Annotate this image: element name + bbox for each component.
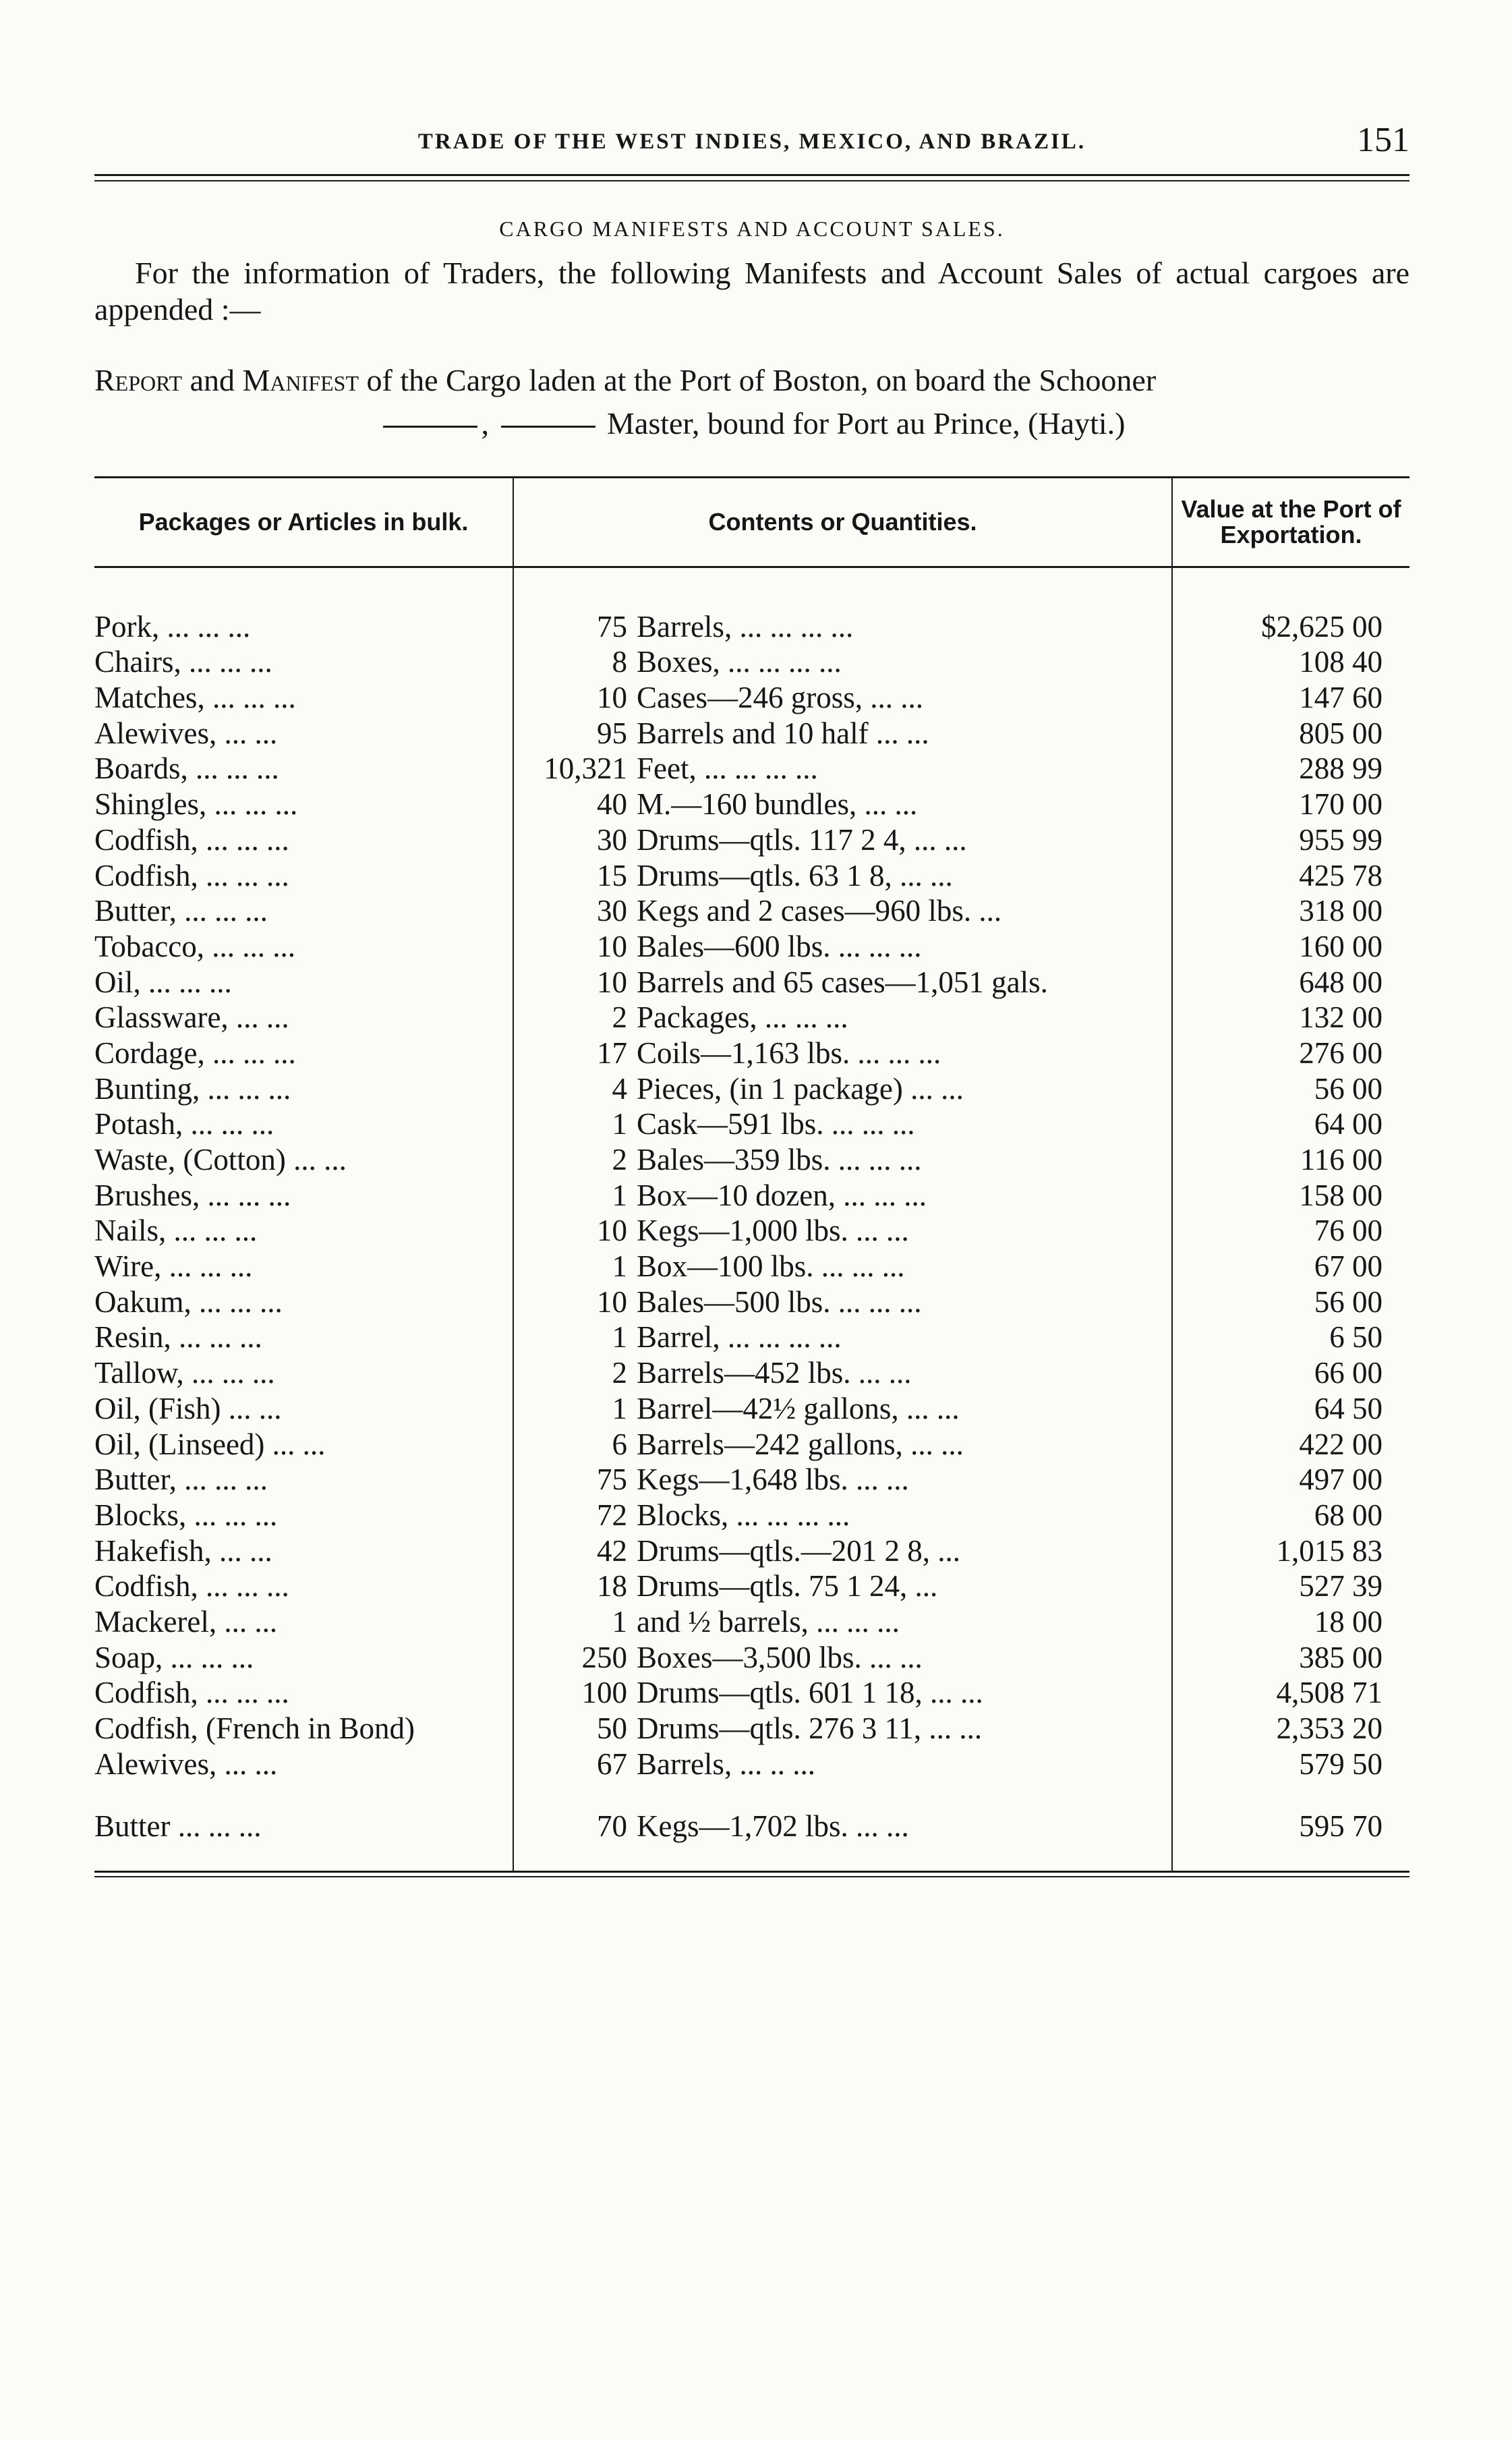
table-row bbox=[94, 822, 1409, 857]
contents-text: Drums—qtls.—201 2 8, ... bbox=[637, 1533, 961, 1568]
contents-text: Cask—591 lbs. ... ... ... bbox=[637, 1107, 915, 1141]
contents-cell bbox=[513, 1533, 1172, 1568]
contents-cell bbox=[513, 1177, 1172, 1213]
report-text-1: of the Cargo laden at the Port of Boston, on board the Schooner bbox=[359, 363, 1157, 397]
contents-text: Barrel, ... ... ... ... bbox=[637, 1320, 842, 1355]
article-cell: Potash, ... ... ... bbox=[94, 1106, 513, 1142]
article-cell: Codfish, (French in Bond) bbox=[94, 1710, 513, 1746]
table-row bbox=[94, 1071, 1409, 1106]
table-row bbox=[94, 679, 1409, 715]
contents-cell bbox=[513, 1462, 1172, 1498]
blank-dash-2 bbox=[501, 426, 595, 428]
quantity: 18 bbox=[597, 1569, 627, 1604]
section-heading: CARGO MANIFESTS AND ACCOUNT SALES. bbox=[499, 217, 1005, 241]
contents-cell bbox=[513, 1213, 1172, 1249]
contents-cell bbox=[513, 1106, 1172, 1142]
value-cell: 68 00 bbox=[1314, 1498, 1383, 1532]
article-cell: Tallow, ... ... ... bbox=[94, 1355, 513, 1390]
quantity: 72 bbox=[597, 1498, 627, 1532]
contents-cell bbox=[513, 1497, 1172, 1533]
value-cell: 76 00 bbox=[1314, 1214, 1383, 1248]
article-cell: Oil, (Fish) ... ... bbox=[94, 1390, 513, 1426]
article-cell: Oil, (Linseed) ... ... bbox=[94, 1426, 513, 1462]
quantity: 2 bbox=[612, 1000, 627, 1035]
value-cell: 648 00 bbox=[1299, 965, 1383, 999]
table-row bbox=[94, 1390, 1409, 1426]
header-rule bbox=[94, 174, 1409, 181]
value-cell: 56 00 bbox=[1314, 1071, 1383, 1106]
quantity: 1 bbox=[612, 1391, 627, 1425]
article-cell: Oakum, ... ... ... bbox=[94, 1284, 513, 1320]
value-cell: 422 00 bbox=[1299, 1427, 1383, 1461]
table-row bbox=[94, 1604, 1409, 1639]
value-cell: 116 00 bbox=[1300, 1143, 1383, 1176]
contents-cell bbox=[513, 644, 1172, 680]
quantity: 2 bbox=[612, 1143, 627, 1176]
article-cell: Waste, (Cotton) ... ... bbox=[94, 1141, 513, 1177]
contents-cell bbox=[513, 679, 1172, 715]
article-cell: Soap, ... ... ... bbox=[94, 1639, 513, 1675]
table-row bbox=[94, 1639, 1409, 1675]
contents-cell bbox=[513, 1141, 1172, 1177]
value-cell: 955 99 bbox=[1299, 822, 1383, 857]
contents-cell bbox=[513, 1568, 1172, 1604]
article-cell: Mackerel, ... ... bbox=[94, 1604, 513, 1639]
value-cell: 595 70 bbox=[1299, 1809, 1383, 1843]
contents-cell bbox=[513, 1390, 1172, 1426]
contents-text: Barrels—452 lbs. ... ... bbox=[637, 1356, 912, 1390]
quantity: 1 bbox=[612, 1178, 627, 1212]
value-cell: 18 00 bbox=[1314, 1604, 1383, 1639]
value-cell: 132 00 bbox=[1299, 1000, 1383, 1035]
article-cell: Shingles, ... ... ... bbox=[94, 786, 513, 822]
quantity: 1 bbox=[612, 1604, 627, 1639]
article-cell: Codfish, ... ... ... bbox=[94, 857, 513, 893]
article-cell: Blocks, ... ... ... bbox=[94, 1497, 513, 1533]
contents-cell bbox=[513, 1284, 1172, 1320]
contents-text: M.—160 bundles, ... ... bbox=[637, 787, 918, 822]
table-row bbox=[94, 1426, 1409, 1462]
value-cell: 67 00 bbox=[1314, 1249, 1383, 1284]
value-cell: 56 00 bbox=[1314, 1284, 1383, 1319]
page bbox=[94, 115, 1409, 1877]
article-cell: Boards, ... ... ... bbox=[94, 751, 513, 787]
article-cell: Codfish, ... ... ... bbox=[94, 1675, 513, 1711]
contents-cell bbox=[513, 1782, 1172, 1871]
contents-cell bbox=[513, 1710, 1172, 1746]
contents-cell bbox=[513, 822, 1172, 857]
value-cell: 288 99 bbox=[1299, 751, 1383, 786]
header-value: Value at the Port of Exportation. bbox=[1172, 478, 1409, 567]
article-cell: Hakefish, ... ... bbox=[94, 1533, 513, 1568]
quantity: 4 bbox=[612, 1071, 627, 1106]
contents-text: Boxes, ... ... ... ... bbox=[637, 645, 842, 679]
contents-cell bbox=[513, 1426, 1172, 1462]
quantity: 10 bbox=[597, 929, 627, 963]
value-cell: 579 50 bbox=[1299, 1747, 1383, 1781]
page-number: 151 bbox=[1357, 121, 1409, 159]
contents-text: Kegs—1,648 lbs. ... ... bbox=[637, 1463, 909, 1497]
quantity: 2 bbox=[612, 1356, 627, 1390]
contents-text: Barrels, ... .. ... bbox=[637, 1747, 815, 1781]
value-cell: 64 50 bbox=[1314, 1391, 1383, 1425]
contents-text: Barrels—242 gallons, ... ... bbox=[637, 1427, 964, 1461]
table-row bbox=[94, 1177, 1409, 1213]
contents-text: Feet, ... ... ... ... bbox=[637, 751, 818, 786]
running-head-title: TRADE OF THE WEST INDIES, MEXICO, AND BRAZIL. bbox=[417, 130, 1086, 154]
value-cell: 497 00 bbox=[1299, 1463, 1383, 1497]
quantity: 70 bbox=[597, 1809, 627, 1843]
header-contents: Contents or Quantities. bbox=[513, 478, 1172, 567]
table-row bbox=[94, 608, 1409, 644]
table-row bbox=[94, 1284, 1409, 1320]
contents-text: Pieces, (in 1 package) ... ... bbox=[637, 1071, 964, 1106]
value-cell: 4,508 71 bbox=[1276, 1676, 1383, 1710]
article-cell: Brushes, ... ... ... bbox=[94, 1177, 513, 1213]
value-cell: 6 50 bbox=[1329, 1320, 1383, 1355]
value-cell: 170 00 bbox=[1299, 787, 1383, 822]
table-row bbox=[94, 1141, 1409, 1177]
report-and: and bbox=[182, 363, 243, 397]
quantity: 40 bbox=[597, 787, 627, 822]
article-cell: Bunting, ... ... ... bbox=[94, 1071, 513, 1106]
contents-cell bbox=[513, 1355, 1172, 1390]
table-row bbox=[94, 1355, 1409, 1390]
running-head bbox=[94, 115, 1409, 162]
article-cell: Alewives, ... ... bbox=[94, 1746, 513, 1782]
contents-text: Packages, ... ... ... bbox=[637, 1000, 848, 1035]
quantity: 75 bbox=[597, 609, 627, 644]
table-row bbox=[94, 1035, 1409, 1071]
blank-dash-1 bbox=[383, 426, 477, 428]
value-cell: 805 00 bbox=[1299, 716, 1383, 750]
quantity: 10 bbox=[597, 965, 627, 999]
contents-text: Blocks, ... ... ... ... bbox=[637, 1498, 850, 1532]
contents-text: Drums—qtls. 117 2 4, ... ... bbox=[637, 822, 967, 857]
table-row bbox=[94, 1568, 1409, 1604]
contents-text: Barrel—42½ gallons, ... ... bbox=[637, 1391, 960, 1425]
quantity: 75 bbox=[597, 1463, 627, 1497]
table-row bbox=[94, 1320, 1409, 1355]
quantity: 1 bbox=[612, 1320, 627, 1355]
table-row bbox=[94, 786, 1409, 822]
contents-text: Cases—246 gross, ... ... bbox=[637, 681, 923, 715]
value-cell: 1,015 83 bbox=[1276, 1533, 1383, 1568]
contents-cell bbox=[513, 1675, 1172, 1711]
table-row bbox=[94, 857, 1409, 893]
contents-text: Kegs—1,000 lbs. ... ... bbox=[637, 1214, 909, 1248]
value-cell: 425 78 bbox=[1299, 858, 1383, 892]
article-cell: Matches, ... ... ... bbox=[94, 679, 513, 715]
contents-text: Boxes—3,500 lbs. ... ... bbox=[637, 1640, 923, 1674]
report-text-2: Master, bound for Port au Prince, (Hayti.) bbox=[599, 406, 1126, 441]
quantity: 67 bbox=[597, 1747, 627, 1781]
quantity: 17 bbox=[597, 1035, 627, 1070]
contents-text: Bales—500 lbs. ... ... ... bbox=[637, 1284, 922, 1319]
contents-cell bbox=[513, 857, 1172, 893]
article-cell: Cordage, ... ... ... bbox=[94, 1035, 513, 1071]
contents-text: and ½ barrels, ... ... ... bbox=[637, 1604, 900, 1639]
contents-cell bbox=[513, 751, 1172, 787]
table-row bbox=[94, 1000, 1409, 1035]
quantity: 30 bbox=[597, 822, 627, 857]
quantity: 95 bbox=[597, 716, 627, 750]
manifest-word: Manifest bbox=[242, 363, 359, 397]
report-comma: , bbox=[481, 406, 489, 441]
value-cell: 108 40 bbox=[1299, 645, 1383, 679]
quantity: 42 bbox=[597, 1533, 627, 1568]
article-cell: Glassware, ... ... bbox=[94, 1000, 513, 1035]
table-row bbox=[94, 1675, 1409, 1711]
value-cell: 66 00 bbox=[1314, 1356, 1383, 1390]
contents-text: Box—100 lbs. ... ... ... bbox=[637, 1249, 905, 1284]
contents-cell bbox=[513, 1071, 1172, 1106]
quantity: 10 bbox=[597, 1284, 627, 1319]
contents-text: Coils—1,163 lbs. ... ... ... bbox=[637, 1035, 941, 1070]
manifest-body bbox=[94, 567, 1409, 1871]
contents-cell bbox=[513, 928, 1172, 964]
table-row bbox=[94, 1533, 1409, 1568]
quantity: 10 bbox=[597, 1214, 627, 1248]
contents-cell bbox=[513, 1320, 1172, 1355]
contents-text: Drums—qtls. 63 1 8, ... ... bbox=[637, 858, 953, 892]
table-row bbox=[94, 1497, 1409, 1533]
report-heading bbox=[94, 359, 1409, 445]
article-cell: Oil, ... ... ... bbox=[94, 964, 513, 1000]
contents-text: Barrels and 10 half ... ... bbox=[637, 716, 929, 750]
article-cell: Butter, ... ... ... bbox=[94, 1462, 513, 1498]
quantity: 30 bbox=[597, 894, 627, 928]
value-cell: 158 00 bbox=[1299, 1178, 1383, 1212]
contents-text: Kegs—1,702 lbs. ... ... bbox=[637, 1809, 909, 1843]
manifest-table bbox=[94, 476, 1409, 1871]
quantity: 50 bbox=[597, 1711, 627, 1745]
contents-text: Barrels and 65 cases—1,051 gals. bbox=[637, 965, 1048, 999]
table-row bbox=[94, 715, 1409, 751]
value-cell: 318 00 bbox=[1299, 894, 1383, 928]
table-row bbox=[94, 1782, 1409, 1871]
contents-cell bbox=[513, 1035, 1172, 1071]
table-row bbox=[94, 751, 1409, 787]
table-row bbox=[94, 1106, 1409, 1142]
table-header-row bbox=[94, 478, 1409, 567]
table-row bbox=[94, 1248, 1409, 1284]
value-cell: 160 00 bbox=[1299, 929, 1383, 963]
contents-cell bbox=[513, 786, 1172, 822]
contents-text: Drums—qtls. 276 3 11, ... ... bbox=[637, 1711, 983, 1745]
quantity: 15 bbox=[597, 858, 627, 892]
article-cell: Codfish, ... ... ... bbox=[94, 822, 513, 857]
report-word: Report bbox=[94, 363, 183, 397]
quantity: 100 bbox=[581, 1676, 627, 1710]
contents-text: Bales—359 lbs. ... ... ... bbox=[637, 1143, 922, 1176]
contents-cell bbox=[513, 1746, 1172, 1782]
article-cell: Resin, ... ... ... bbox=[94, 1320, 513, 1355]
quantity: 1 bbox=[612, 1107, 627, 1141]
table-row bbox=[94, 1462, 1409, 1498]
quantity: 10 bbox=[597, 681, 627, 715]
contents-cell bbox=[513, 1000, 1172, 1035]
value-cell: $2,625 00 bbox=[1261, 609, 1383, 644]
contents-cell bbox=[513, 1248, 1172, 1284]
contents-cell bbox=[513, 1604, 1172, 1639]
value-cell: 276 00 bbox=[1299, 1035, 1383, 1070]
table-row bbox=[94, 644, 1409, 680]
quantity: 10,321 bbox=[544, 751, 627, 786]
article-cell: Codfish, ... ... ... bbox=[94, 1568, 513, 1604]
value-cell: 527 39 bbox=[1299, 1569, 1383, 1604]
header-packages: Packages or Articles in bulk. bbox=[94, 478, 513, 567]
contents-cell bbox=[513, 893, 1172, 929]
table-row bbox=[94, 1746, 1409, 1782]
report-line-2 bbox=[94, 402, 1409, 445]
table-row bbox=[94, 1213, 1409, 1249]
contents-text: Barrels, ... ... ... ... bbox=[637, 609, 854, 644]
table-row bbox=[94, 964, 1409, 1000]
table-row bbox=[94, 893, 1409, 929]
quantity: 8 bbox=[612, 645, 627, 679]
quantity: 250 bbox=[581, 1640, 627, 1674]
value-cell: 385 00 bbox=[1299, 1640, 1383, 1674]
table-bottom-rule bbox=[94, 1871, 1409, 1877]
article-cell: Tobacco, ... ... ... bbox=[94, 928, 513, 964]
contents-cell bbox=[513, 715, 1172, 751]
table-spacer bbox=[94, 567, 1409, 609]
contents-cell bbox=[513, 964, 1172, 1000]
contents-cell bbox=[513, 1639, 1172, 1675]
article-cell: Pork, ... ... ... bbox=[94, 608, 513, 644]
contents-text: Drums—qtls. 75 1 24, ... bbox=[637, 1569, 938, 1604]
article-cell: Wire, ... ... ... bbox=[94, 1248, 513, 1284]
article-cell: Alewives, ... ... bbox=[94, 715, 513, 751]
table-row bbox=[94, 928, 1409, 964]
article-cell: Butter ... ... ... bbox=[94, 1782, 513, 1871]
contents-text: Drums—qtls. 601 1 18, ... ... bbox=[637, 1676, 983, 1710]
contents-cell bbox=[513, 608, 1172, 644]
intro-paragraph: For the information of Traders, the following Manifests and Account Sales of actual cargoes are appended :— bbox=[94, 256, 1409, 327]
table-row bbox=[94, 1710, 1409, 1746]
value-cell: 64 00 bbox=[1314, 1107, 1383, 1141]
value-cell: 147 60 bbox=[1299, 681, 1383, 715]
quantity: 6 bbox=[612, 1427, 627, 1461]
contents-text: Kegs and 2 cases—960 lbs. ... bbox=[637, 894, 1002, 928]
quantity: 1 bbox=[612, 1249, 627, 1284]
contents-text: Bales—600 lbs. ... ... ... bbox=[637, 929, 922, 963]
article-cell: Butter, ... ... ... bbox=[94, 893, 513, 929]
contents-text: Box—10 dozen, ... ... ... bbox=[637, 1178, 927, 1212]
article-cell: Chairs, ... ... ... bbox=[94, 644, 513, 680]
value-cell: 2,353 20 bbox=[1276, 1711, 1383, 1745]
article-cell: Nails, ... ... ... bbox=[94, 1213, 513, 1249]
